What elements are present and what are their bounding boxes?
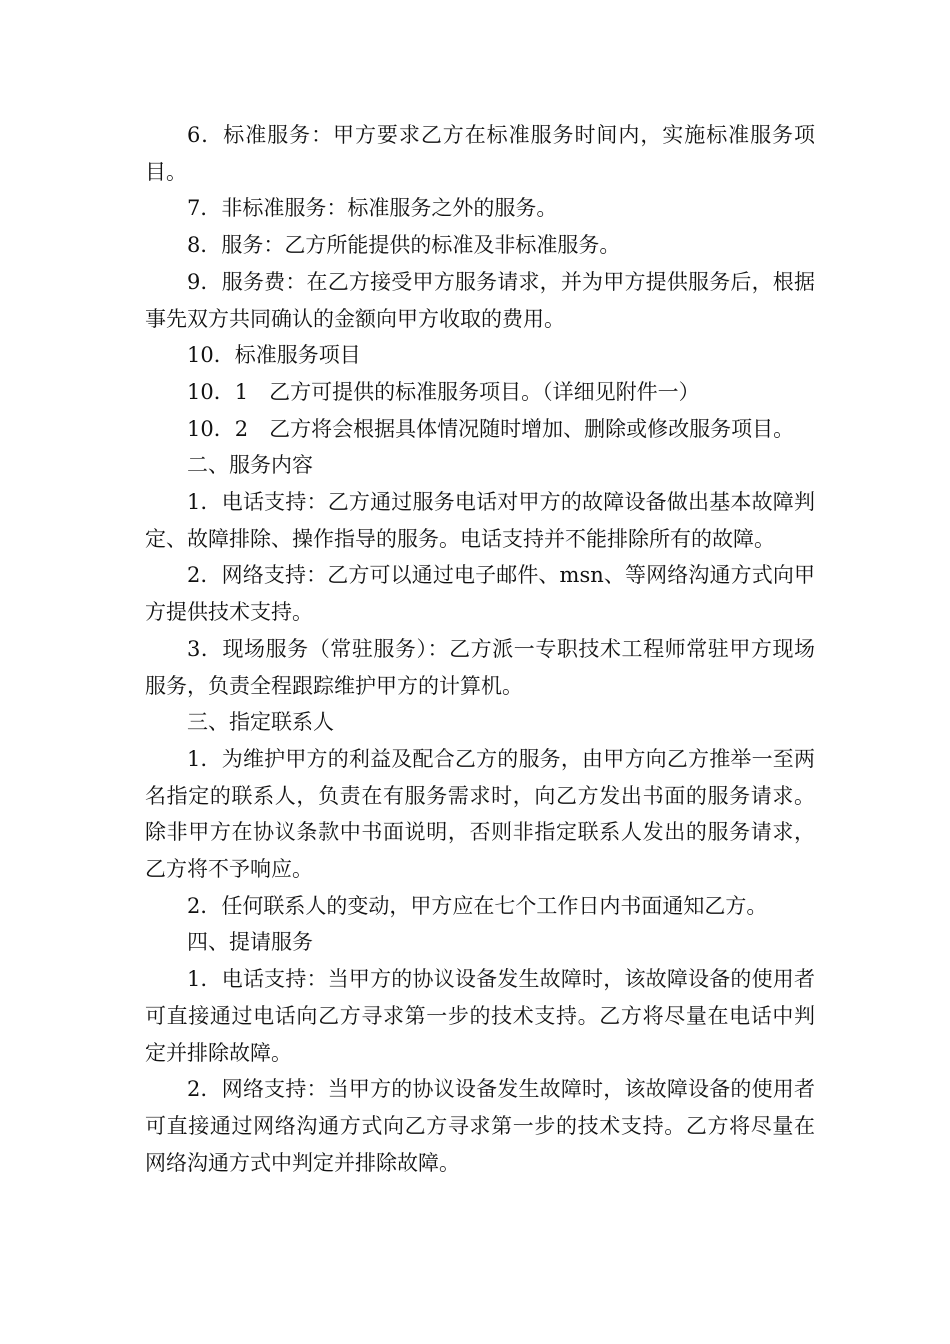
section-heading-service-content: 二、服务内容 [187,453,313,478]
paragraph-standard-service: 6．标准服务：甲方要求乙方在标准服务时间内，实施标准服务项目。 [145,123,815,184]
paragraph-contact-change: 2．任何联系人的变动，甲方应在七个工作日内书面通知乙方。 [187,893,768,918]
section-heading-designated-contact: 三、指定联系人 [187,710,334,735]
section-heading-request-service: 四、提请服务 [187,930,313,955]
paragraph-request-network-support: 2．网络支持：当甲方的协议设备发生故障时，该故障设备的使用者可直接通过网络沟通方式向乙方寻求第一步的技术支持。乙方将尽量在网络沟通方式中判定并排除故障。 [145,1077,815,1175]
paragraph-service-fee: 9．服务费：在乙方接受甲方服务请求，并为甲方提供服务后，根据事先双方共同确认的金额向甲方收取的费用。 [145,269,815,331]
paragraph-service: 8．服务：乙方所能提供的标准及非标准服务。 [187,233,621,258]
paragraph-standard-items-10-2: 10．2 乙方将会根据具体情况随时增加、删除或修改服务项目。 [187,416,795,441]
document-page [145,117,815,1181]
paragraph-network-support: 2．网络支持：乙方可以通过电子邮件、msn、等网络沟通方式向甲方提供技术支持。 [145,563,815,625]
paragraph-phone-support: 1．电话支持：乙方通过服务电话对甲方的故障设备做出基本故障判定、故障排除、操作指导的服务。电话支持并不能排除所有的故障。 [145,490,815,551]
paragraph-request-phone-support: 1．电话支持：当甲方的协议设备发生故障时，该故障设备的使用者可直接通过电话向乙方寻求第一步的技术支持。乙方将尽量在电话中判定并排除故障。 [145,967,815,1065]
paragraph-non-standard-service: 7．非标准服务：标准服务之外的服务。 [187,196,558,221]
paragraph-onsite-service: 3．现场服务（常驻服务）：乙方派一专职技术工程师常驻甲方现场服务，负责全程跟踪维护甲方的计算机。 [145,636,815,698]
paragraph-contact-nomination: 1．为维护甲方的利益及配合乙方的服务，由甲方向乙方推举一至两名指定的联系人，负责在有服务需求时，向乙方发出书面的服务请求。除非甲方在协议条款中书面说明，否则非指定联系人发出的服务请求，乙方将不予响应。 [145,746,815,882]
paragraph-standard-items: 10．标准服务项目 [187,343,361,368]
paragraph-standard-items-10-1: 10．1 乙方可提供的标准服务项目。（详细见附件一） [187,379,700,404]
